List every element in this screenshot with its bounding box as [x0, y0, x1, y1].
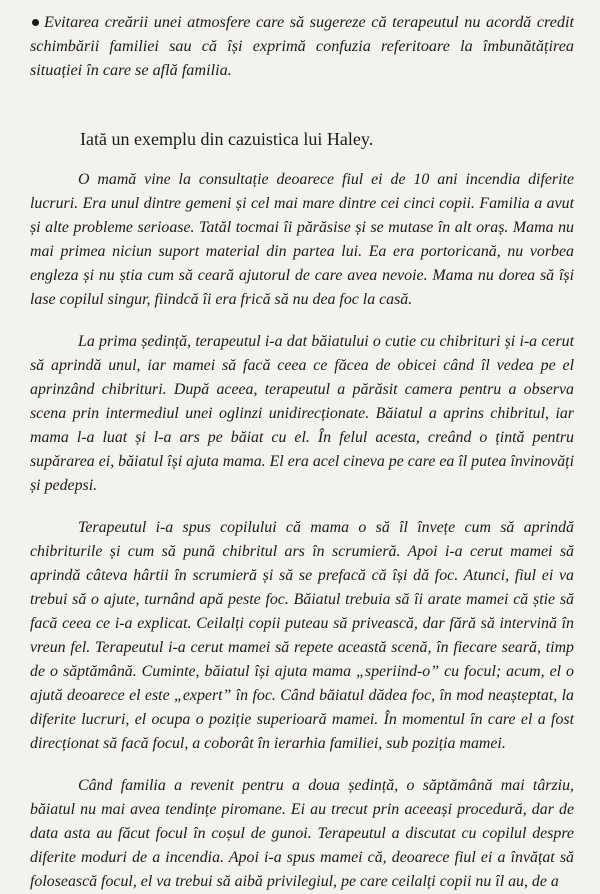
paragraph-3: Terapeutul i-a spus copilului că mama o să îl învețe cum să aprindă chibriturile și cum să pună chibritul ars în scrumieră. Apoi i-a cerut mamei să aprindă câteva hârtii în scrumieră și să se prefacă că își dă foc. Atunci, fiul ei va trebui să o ajute, turnând apă peste foc. Băiatul trebuia să îi arate mamei că știe să facă ceea ce i-a explicat. Ceilalți copii puteau să privească, dar fără să intervină în vreun fel. Terapeutul i-a cerut mamei să repete această scenă, în fiecare seară, timp de o săptămână. Cuminte, băiatul își ajuta mama „speriind-o” cu focul; acum, el o ajută deoarece el este „expert” în foc. Când băiatul dădea foc, în mod neașteptat, la diferite lucruri, el ocupa o poziție superioară mamei. În momentul în care el a fost direcționat să facă focul, a coborât în ierarhia familiei, sub poziția mamei.: [30, 519, 574, 752]
paragraph-4: Când familia a revenit pentru a doua ședință, o săptămână mai târziu, băiatul nu mai avea tendințe piromane. Ei au trecut prin aceeași procedură, dar de data asta au făcut focul în coșul de gunoi. Terapeutul a discutat cu copilul despre diferite moduri de a incendia. Apoi i-a spus mamei că, deoarece fiul ei a învățat să folosească focul, el va trebui să aibă privilegiul, pe care ceilalți copii nu îl au, de a: [30, 777, 574, 890]
paragraph-2: La prima ședință, terapeutul i-a dat băiatului o cutie cu chibrituri și i-a cerut să aprindă unul, iar mamei să facă ceea ce făcea de obicei când îl vedea pe el aprinzând chibrituri. După aceea, terapeutul a părăsit camera pentru a observa scena prin intermediul unei oglinzi unidirecționate. Băiatul a aprins chibritul, iar mama l-a luat și l-a ars pe băiat cu el. În felul acesta, creând o țintă pentru supărarea ei, băiatul își ajuta mama. El era acel cineva pe care ea îl putea învinovăți și pedepsi.: [30, 333, 574, 494]
paragraph-1: O mamă vine la consultație deoarece fiul ei de 10 ani incendia diferite lucruri. Era unul dintre gemeni și cel mai mare dintre cei cinci copii. Familia a avut și alte probleme serioase. Tatăl tocmai îi părăsise și se mutase în alt oraș. Mama nu mai primea niciun suport material din partea lui. Ea era portoricană, nu vorbea engleza și nu știa cum să ceară ajutorul de care avea nevoie. Mama nu dorea să își lase copilul singur, fiindcă îi era frică să nu dea foc la casă.: [30, 171, 574, 308]
bullet-item: [30, 10, 574, 82]
section-intro: Iată un exemplu din cazuistica lui Haley.: [80, 129, 374, 149]
bullet-text: Evitarea creării unei atmosfere care să sugereze că terapeutul nu acordă credit schimbării familiei sau că își exprimă confuzia referitoare la îmbunătățirea situației în care se află familia.: [30, 13, 574, 79]
bullet-icon: [32, 19, 39, 26]
